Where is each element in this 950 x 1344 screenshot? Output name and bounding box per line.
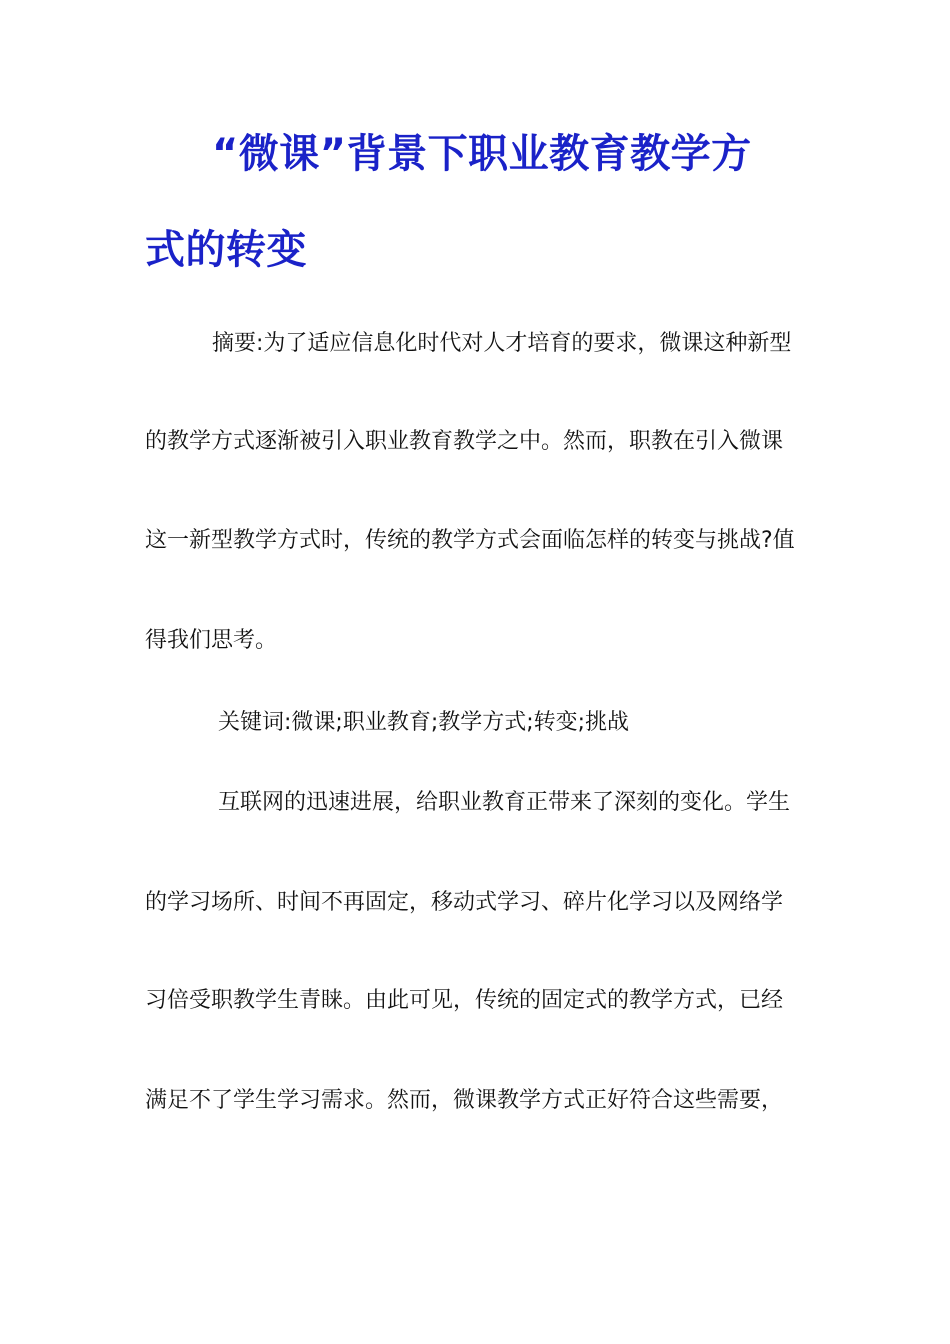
abstract-line-4: 得我们思考。 [145, 628, 278, 653]
title-line-2: 式的转变 [145, 227, 307, 273]
body-line-4: 满足不了学生学习需求。然而，微课教学方式正好符合这些需要， [145, 1088, 784, 1113]
body-line-1: 互联网的迅速进展，给职业教育正带来了深刻的变化。学生 [218, 790, 791, 815]
abstract-line-1: 摘要:为了适应信息化时代对人才培育的要求，微课这种新型 [212, 331, 792, 356]
keywords-line: 关键词:微课;职业教育;教学方式;转变;挑战 [218, 710, 630, 735]
title-line-1: “微课”背景下职业教育教学方 [212, 131, 752, 177]
abstract-line-2: 的教学方式逐渐被引入职业教育教学之中。然而，职教在引入微课 [145, 429, 784, 454]
body-line-2: 的学习场所、时间不再固定，移动式学习、碎片化学习以及网络学 [145, 890, 784, 915]
abstract-line-3: 这一新型教学方式时，传统的教学方式会面临怎样的转变与挑战?值 [145, 528, 795, 553]
body-line-3: 习倍受职教学生青睐。由此可见，传统的固定式的教学方式，已经 [145, 988, 784, 1013]
